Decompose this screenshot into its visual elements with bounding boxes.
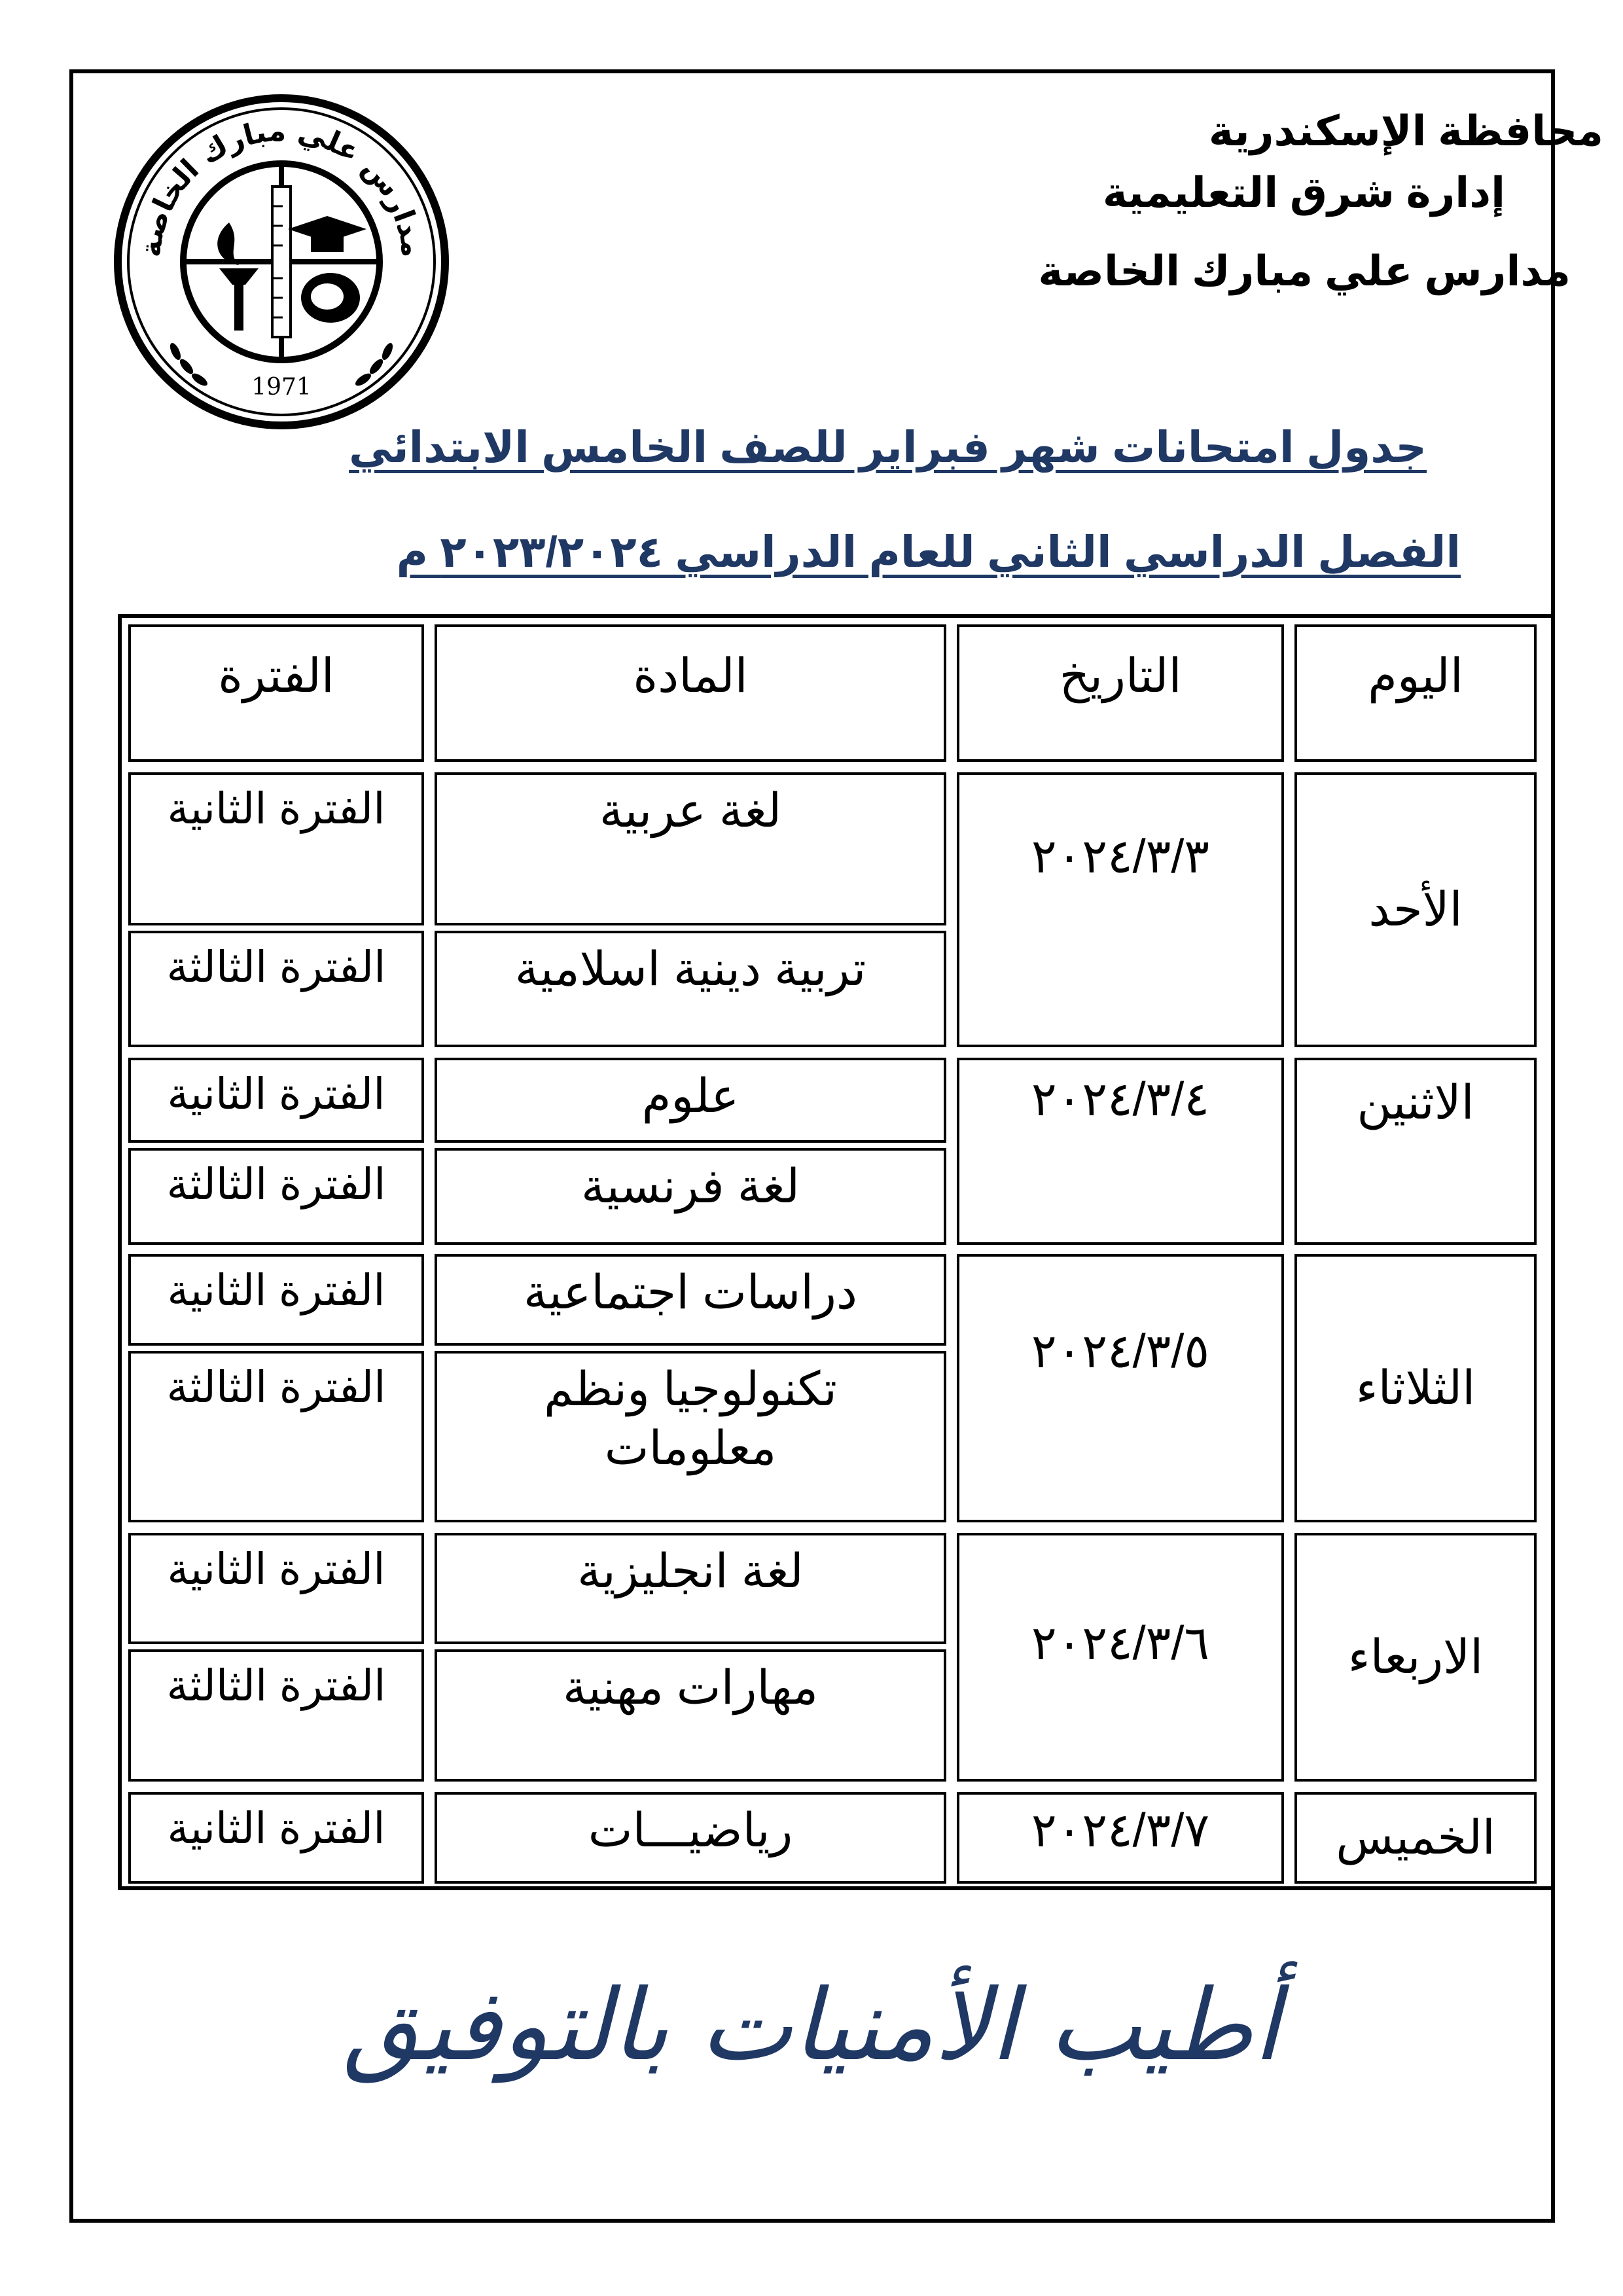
- school-logo: [111, 88, 452, 435]
- period-cell: الفترة الثانية: [128, 1792, 424, 1884]
- day-cell: الاثنين: [1294, 1058, 1537, 1245]
- governorate-label: محافظة الإسكندرية: [1208, 107, 1603, 154]
- subject-cell: تربية دينية اسلامية: [435, 931, 946, 1047]
- graduation-cap-icon: [288, 216, 366, 252]
- date-cell: ٢٠٢٤/٣/٦: [957, 1533, 1284, 1782]
- header-period: الفترة: [128, 624, 424, 762]
- header-date: التاريخ: [957, 624, 1284, 762]
- administration-label: إدارة شرق التعليمية: [1102, 169, 1505, 216]
- day-cell: الأحد: [1294, 772, 1537, 1047]
- logo-ring-text: مدارس علي مبارك الخاصة: [134, 114, 429, 259]
- subject-cell: دراسات اجتماعية: [435, 1254, 946, 1346]
- header-day: اليوم: [1294, 624, 1537, 762]
- good-luck-wish: أطيب الأمنيات بالتوفيق: [343, 1969, 1280, 2083]
- term-subtitle: الفصل الدراسي الثاني للعام الدراسي ٢٠٢٣/٢٠٢٤ م: [396, 528, 1461, 576]
- period-cell: الفترة الثانية: [128, 1533, 424, 1644]
- subject-cell: تكنولوجيا ونظم معلومات: [435, 1351, 946, 1522]
- period-cell: الفترة الثالثة: [128, 1148, 424, 1245]
- head-profile-icon: [301, 273, 360, 323]
- period-cell: الفترة الثالثة: [128, 1351, 424, 1522]
- date-cell: ٢٠٢٤/٣/٤: [957, 1058, 1284, 1245]
- subject-cell: لغة عربية: [435, 772, 946, 925]
- logo-year: 1971: [251, 374, 312, 401]
- period-cell: الفترة الثانية: [128, 1254, 424, 1346]
- header-subject: المادة: [435, 624, 946, 762]
- period-cell: الفترة الثانية: [128, 1058, 424, 1143]
- torch-icon: [217, 223, 259, 331]
- date-cell: ٢٠٢٤/٣/٣: [957, 772, 1284, 1047]
- school-name: مدارس علي مبارك الخاصة: [1038, 247, 1571, 295]
- subject-cell: لغة فرنسية: [435, 1148, 946, 1245]
- day-cell: الثلاثاء: [1294, 1254, 1537, 1522]
- ruler-icon: [272, 187, 291, 337]
- exam-schedule-table: [118, 614, 1555, 1890]
- subject-cell: رياضيـــات: [435, 1792, 946, 1884]
- day-cell: الاربعاء: [1294, 1533, 1537, 1782]
- day-cell: الخميس: [1294, 1792, 1537, 1884]
- period-cell: الفترة الثالثة: [128, 1649, 424, 1782]
- subject-cell: علوم: [435, 1058, 946, 1143]
- subject-cell: مهارات مهنية: [435, 1649, 946, 1782]
- date-cell: ٢٠٢٤/٣/٥: [957, 1254, 1284, 1522]
- subject-cell: لغة انجليزية: [435, 1533, 946, 1644]
- schedule-title: جدول امتحانات شهر فبراير للصف الخامس الابتدائي: [349, 423, 1427, 471]
- period-cell: الفترة الثالثة: [128, 931, 424, 1047]
- period-cell: الفترة الثانية: [128, 772, 424, 925]
- date-cell: ٢٠٢٤/٣/٧: [957, 1792, 1284, 1884]
